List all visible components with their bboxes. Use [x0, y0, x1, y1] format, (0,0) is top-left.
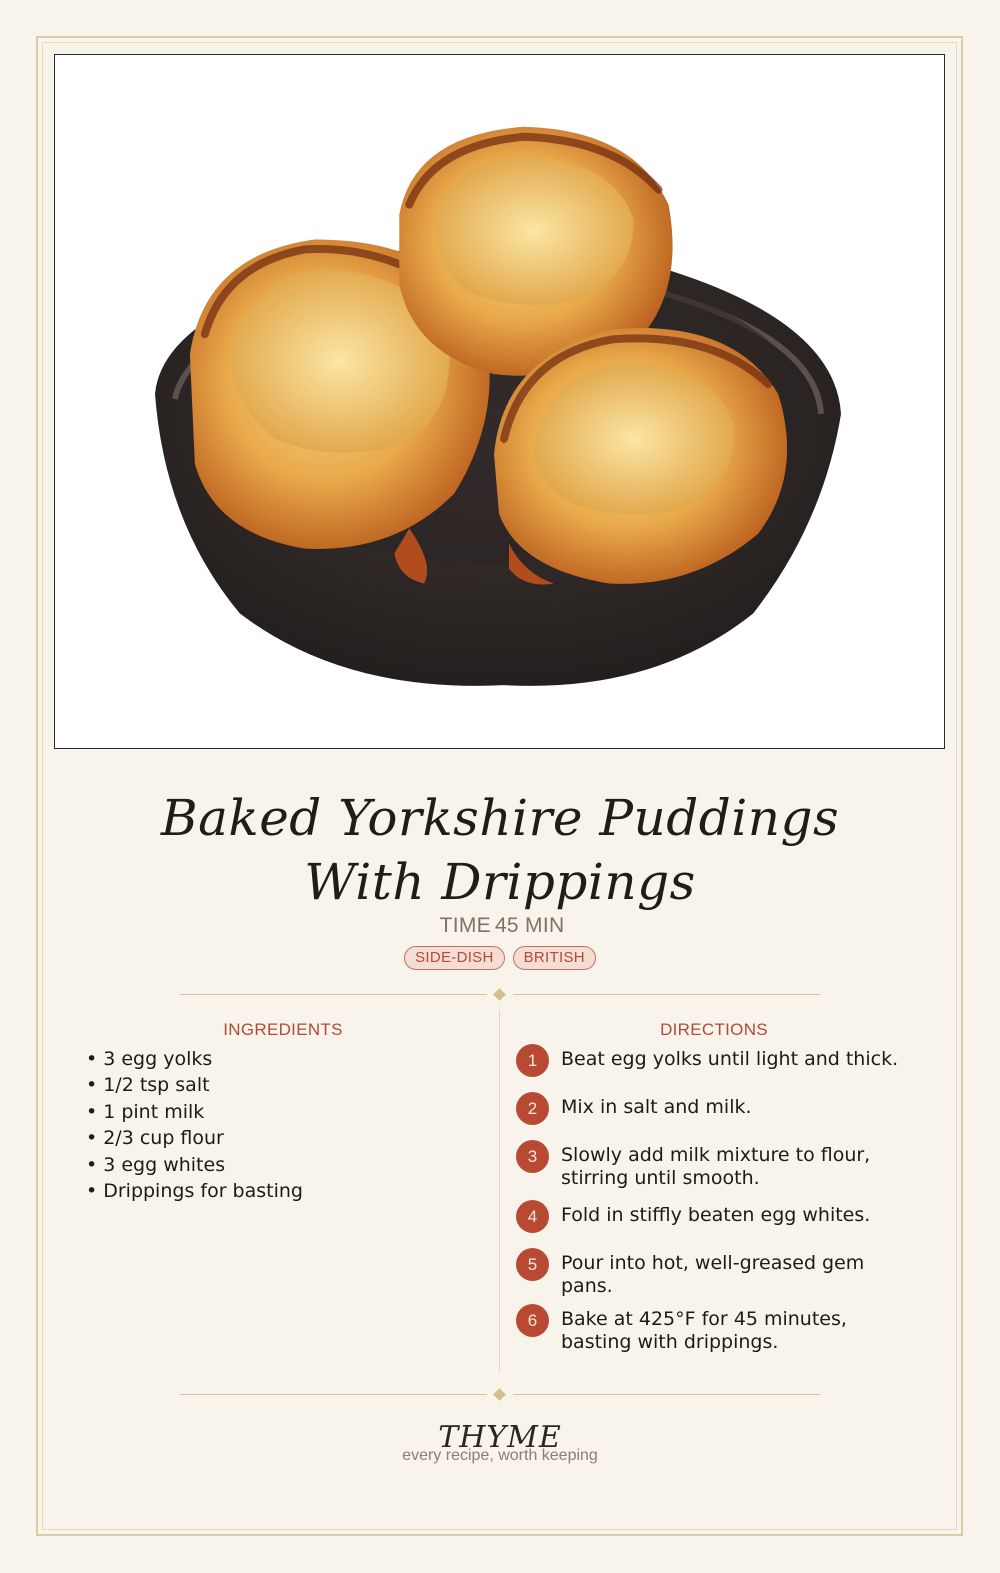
step-text: Bake at 425°F for 45 minutes, basting with drippings.: [561, 1308, 847, 1353]
step-number-badge: 2: [516, 1092, 549, 1125]
brand-tagline: every recipe, worth keeping: [402, 1447, 598, 1464]
tag-list: [300, 946, 700, 970]
time-label: TIME: [439, 914, 491, 937]
divider-bottom: [180, 1388, 820, 1402]
step-text: Fold in stiffly beaten egg whites.: [561, 1204, 871, 1226]
step-text: Beat egg yolks until light and thick.: [561, 1048, 899, 1070]
divider-top: [180, 988, 820, 1002]
tag-british[interactable]: BRITISH: [513, 946, 596, 970]
column-separator: [499, 1010, 500, 1372]
brand-logo-text: THYME: [438, 1420, 562, 1455]
recipe-title: Baked Yorkshire Puddings With Drippings: [160, 789, 840, 911]
ingredients-list: [86, 1046, 486, 1204]
ingredient-item: • 3 egg yolks: [86, 1046, 486, 1072]
step-number-badge: 1: [516, 1044, 549, 1077]
ingredient-item: • 2/3 cup flour: [86, 1125, 486, 1151]
step-number-badge: 6: [516, 1304, 549, 1337]
step-text: Pour into hot, well-greased gem pans.: [561, 1252, 865, 1297]
ingredients-heading: INGREDIENTS: [223, 1020, 343, 1039]
diamond-ornament-icon: [493, 988, 506, 1001]
directions-heading: DIRECTIONS: [660, 1020, 768, 1039]
step-text: Slowly add milk mixture to flour, stirring until smooth.: [561, 1144, 871, 1189]
step-number-badge: 4: [516, 1200, 549, 1233]
cook-time: [300, 914, 700, 938]
ingredient-item: • 1/2 tsp salt: [86, 1072, 486, 1098]
tag-side-dish[interactable]: SIDE-DISH: [404, 946, 505, 970]
recipe-photo: [54, 54, 945, 749]
ingredient-item: • 1 pint milk: [86, 1099, 486, 1125]
time-value: 45 MIN: [494, 914, 565, 937]
step-number-badge: 3: [516, 1140, 549, 1173]
step-number-badge: 5: [516, 1248, 549, 1281]
diamond-ornament-icon: [493, 1388, 506, 1401]
step-text: Mix in salt and milk.: [561, 1096, 752, 1118]
ingredient-item: • 3 egg whites: [86, 1152, 486, 1178]
ingredient-item: • Drippings for basting: [86, 1178, 486, 1204]
